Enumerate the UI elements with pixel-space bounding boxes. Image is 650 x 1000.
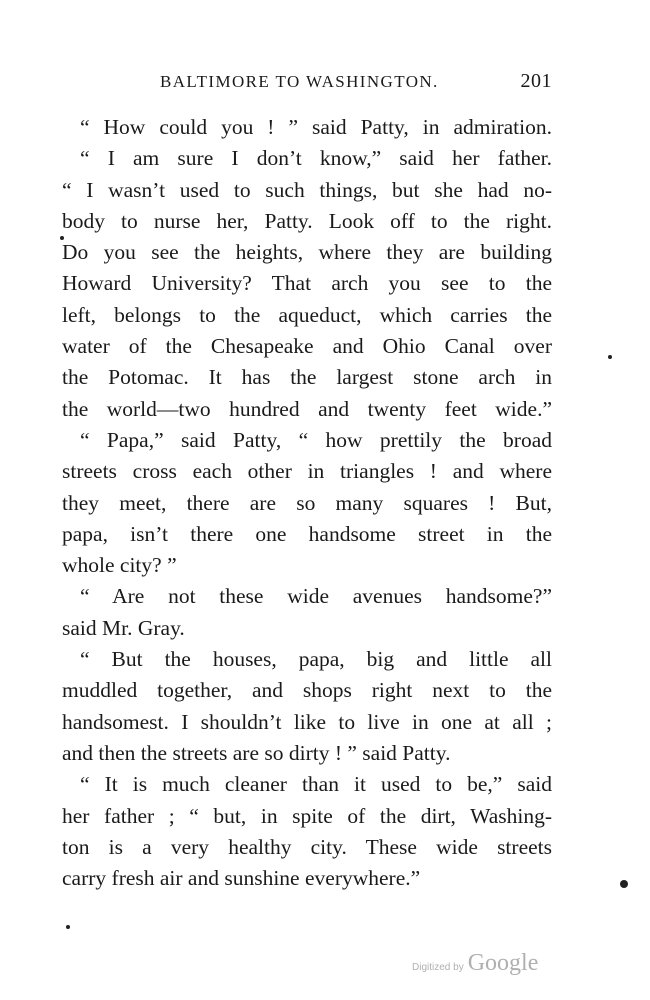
text-line: the Potomac. It has the largest stone arch in [62, 365, 552, 390]
google-logo: Google [467, 950, 539, 976]
text-line: “ I am sure I don’t know,” said her father. [80, 146, 552, 171]
text-line: handsomest. I shouldn’t like to live in one at all ; [62, 709, 552, 734]
text-line: the world—two hundred and twenty feet wide.” [62, 396, 552, 421]
text-line: left, belongs to the aqueduct, which carries the [62, 302, 552, 327]
text-line: her father ; “ but, in spite of the dirt, Washing- [62, 803, 552, 828]
text-line: ton is a very healthy city. These wide streets [62, 834, 552, 859]
text-line: Do you see the heights, where they are building [62, 240, 552, 265]
scan-speck [60, 236, 64, 240]
scan-speck [620, 880, 628, 888]
running-title: BALTIMORE TO WASHINGTON. [160, 72, 439, 91]
text-line: carry fresh air and sunshine everywhere.” [62, 866, 421, 891]
running-head [160, 72, 552, 102]
text-line: “ But the houses, papa, big and little all [80, 647, 552, 672]
text-line: “ How could you ! ” said Patty, in admiration. [80, 115, 552, 139]
text-line: water of the Chesapeake and Ohio Canal over [62, 334, 552, 359]
digitized-watermark [412, 950, 538, 977]
text-line: “ Are not these wide avenues handsome?” [80, 584, 552, 609]
text-line: said Mr. Gray. [62, 615, 185, 640]
scan-speck [608, 355, 612, 359]
text-line: and then the streets are so dirty ! ” said Patty. [62, 740, 451, 765]
text-line: “ Papa,” said Patty, “ how prettily the broad [80, 427, 552, 452]
text-line: streets cross each other in triangles ! and where [62, 459, 552, 484]
text-line: Howard University? That arch you see to the [62, 271, 552, 296]
page-number: 201 [520, 70, 552, 92]
text-line: “ I wasn’t used to such things, but she had no- [62, 177, 552, 202]
watermark-prefix: Digitized by [412, 962, 464, 973]
text-line: they meet, there are so many squares ! But, [62, 490, 552, 515]
text-line: muddled together, and shops right next to the [62, 678, 552, 703]
text-line: “ It is much cleaner than it used to be,” said [80, 772, 552, 797]
text-line: body to nurse her, Patty. Look off to the right. [62, 208, 552, 233]
text-line: papa, isn’t there one handsome street in the [62, 521, 552, 546]
scan-speck [66, 925, 70, 929]
text-line: whole city? ” [62, 553, 177, 578]
body-text [62, 112, 552, 894]
